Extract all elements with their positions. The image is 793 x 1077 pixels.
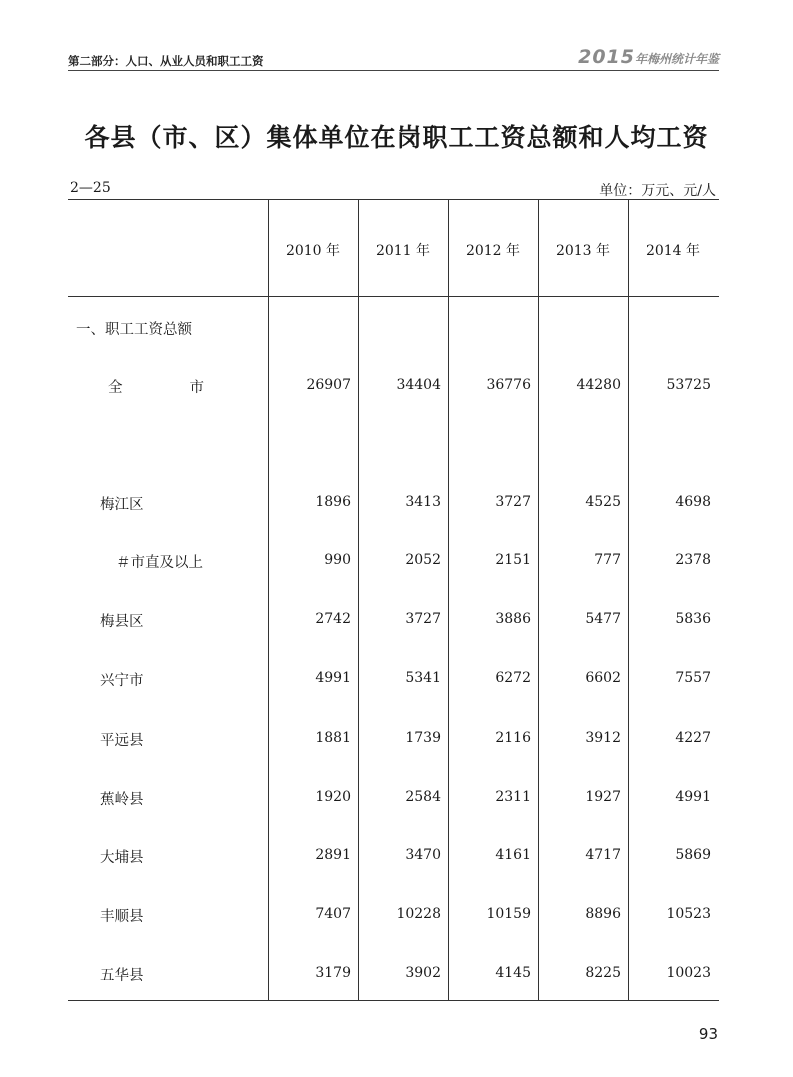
header-bottom-rule (68, 296, 719, 297)
table-cell: 3912 (585, 730, 621, 746)
table-cell: 2742 (315, 611, 351, 627)
table-cell: 1920 (315, 789, 351, 805)
yearbook-year: 2015 (578, 46, 635, 68)
table-cell: 44280 (576, 377, 621, 393)
table-cell: 2311 (495, 789, 531, 805)
table-cell: 4227 (675, 730, 711, 746)
table-cell: 7557 (675, 670, 711, 686)
table-top-rule (68, 199, 719, 200)
table-cell: 3179 (315, 965, 351, 981)
table-cell: 6272 (495, 670, 531, 686)
table-cell: 2584 (405, 789, 441, 805)
row-label-total: 全市 (108, 380, 204, 396)
row-label: ＃市直及以上 (116, 555, 203, 571)
table-cell: 3470 (405, 847, 441, 863)
table-cell: 990 (324, 552, 351, 568)
table-cell: 36776 (486, 377, 531, 393)
table-cell: 3886 (495, 611, 531, 627)
table-cell: 8225 (585, 965, 621, 981)
table-cell: 6602 (585, 670, 621, 686)
column-divider (358, 199, 359, 1000)
table-cell: 5836 (675, 611, 711, 627)
table-bottom-rule (68, 1000, 719, 1001)
table-cell: 2116 (495, 730, 531, 746)
table-cell: 53725 (666, 377, 711, 393)
row-label: 五华县 (100, 968, 144, 984)
table-cell: 10023 (666, 965, 711, 981)
section-title: 第二部分：人口、从业人员和职工工资 (68, 54, 264, 68)
column-divider (628, 199, 629, 1000)
table-cell: 1739 (405, 730, 441, 746)
table-cell: 10159 (486, 906, 531, 922)
column-divider (448, 199, 449, 1000)
table-cell: 3413 (405, 494, 441, 510)
column-divider (268, 199, 269, 1000)
table-cell: 7407 (315, 906, 351, 922)
table-cell: 26907 (306, 377, 351, 393)
table-cell: 2052 (405, 552, 441, 568)
table-cell: 3727 (495, 494, 531, 510)
table-cell: 1896 (315, 494, 351, 510)
table-cell: 4717 (585, 847, 621, 863)
table-cell: 4991 (315, 670, 351, 686)
table-cell: 34404 (396, 377, 441, 393)
table-cell: 1881 (315, 730, 351, 746)
table-title: 各县（市、区）集体单位在岗职工工资总额和人均工资 (84, 123, 709, 152)
page-number: 93 (698, 1025, 718, 1043)
row-label: 平远县 (100, 733, 144, 749)
column-header-2012: 2012 年 (465, 243, 521, 259)
table-cell: 2378 (675, 552, 711, 568)
table-cell: 5869 (675, 847, 711, 863)
column-header-2013: 2013 年 (555, 243, 611, 259)
table-cell: 1927 (585, 789, 621, 805)
table-cell: 5341 (405, 670, 441, 686)
row-label: 蕉岭县 (100, 792, 144, 808)
table-cell: 2151 (495, 552, 531, 568)
table-cell: 4525 (585, 494, 621, 510)
yearbook-title (578, 46, 719, 68)
table-cell: 10523 (666, 906, 711, 922)
table-cell: 2891 (315, 847, 351, 863)
column-header-2011: 2011 年 (375, 243, 431, 259)
yearbook-name: 年梅州统计年鉴 (634, 52, 719, 66)
table-cell: 3727 (405, 611, 441, 627)
row-label: 丰顺县 (100, 909, 144, 925)
table-cell: 777 (594, 552, 621, 568)
table-cell: 4991 (675, 789, 711, 805)
table-cell: 5477 (585, 611, 621, 627)
table-cell: 3902 (405, 965, 441, 981)
table-cell: 4145 (495, 965, 531, 981)
row-label: 梅江区 (100, 497, 144, 513)
row-label: 大埔县 (100, 850, 144, 866)
row-label: 兴宁市 (100, 673, 144, 689)
table-code: 2—25 (70, 180, 111, 196)
running-header (68, 44, 719, 71)
category-label: 一、职工工资总额 (76, 322, 192, 338)
table-cell: 4698 (675, 494, 711, 510)
row-label: 梅县区 (100, 614, 144, 630)
column-header-2010: 2010 年 (285, 243, 341, 259)
table-cell: 4161 (495, 847, 531, 863)
table-cell: 8896 (585, 906, 621, 922)
table-cell: 10228 (396, 906, 441, 922)
column-divider (538, 199, 539, 1000)
unit-label: 单位：万元、元/人 (599, 183, 716, 199)
column-header-2014: 2014 年 (645, 243, 701, 259)
